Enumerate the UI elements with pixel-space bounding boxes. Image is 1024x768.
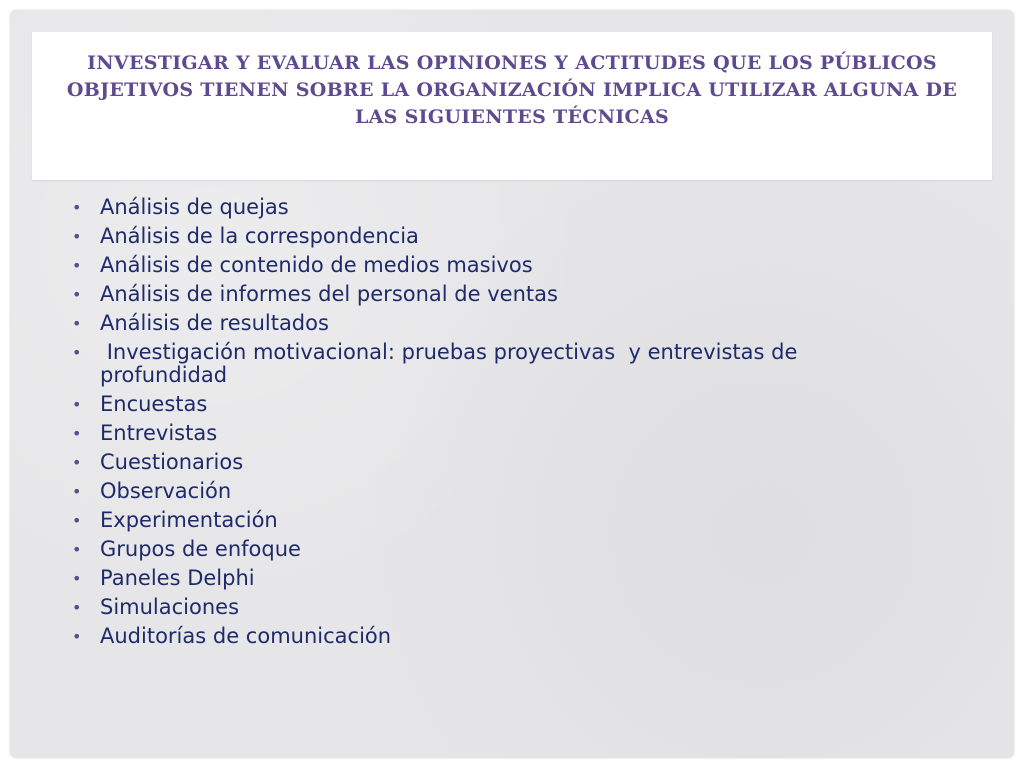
list-item [70,254,900,277]
bullet-icon: • [72,453,82,472]
list-item-text: Investigación motivacional: pruebas proyectivas y entrevistas de profundidad [100,340,805,387]
list-item-text: Simulaciones [100,595,240,619]
list-item [70,196,900,219]
list-item [70,225,900,248]
list-item [70,567,900,590]
bullet-icon: • [72,424,82,443]
bullet-icon: • [72,395,82,414]
list-item [70,538,900,561]
technique-list [70,196,900,654]
list-item [70,509,900,532]
bullet-icon: • [72,627,82,646]
bullet-icon: • [72,256,82,275]
bullet-icon: • [72,540,82,559]
list-item-text: Experimentación [100,508,278,532]
bullet-icon: • [72,314,82,333]
list-item [70,312,900,335]
list-item-text: Paneles Delphi [100,566,255,590]
bullet-icon: • [72,511,82,530]
list-item-text: Encuestas [100,392,208,416]
list-item [70,422,900,445]
bullet-icon: • [72,598,82,617]
list-item-text: Análisis de la correspondencia [100,224,419,248]
bullet-icon: • [72,227,82,246]
list-item [70,393,900,416]
title-box [32,32,992,180]
bullet-icon: • [72,343,82,362]
list-item-text: Análisis de resultados [100,311,329,335]
list-item-text: Análisis de informes del personal de ventas [100,282,558,306]
list-item-text: Auditorías de comunicación [100,624,392,648]
bullet-icon: • [72,569,82,588]
list-item-text: Entrevistas [100,421,218,445]
list-item [70,596,900,619]
list-item [70,341,900,387]
slide [10,10,1014,758]
list-item-text: Observación [100,479,232,503]
list-item-text: Cuestionarios [100,450,244,474]
list-item-text: Análisis de quejas [100,195,289,219]
slide-title: INVESTIGAR Y EVALUAR LAS OPINIONES Y ACTITUDES QUE LOS PÚBLICOS OBJETIVOS TIENEN SOBRE LA ORGANIZACIÓN IMPLICA UTILIZAR ALGUNA DE LAS SIGUIENTES TÉCNICAS [66,52,958,128]
list-item-text: Grupos de enfoque [100,537,301,561]
list-item [70,480,900,503]
list-item-text: Análisis de contenido de medios masivos [100,253,533,277]
list-item [70,625,900,648]
list-item [70,451,900,474]
bullet-icon: • [72,198,82,217]
list-item [70,283,900,306]
bullet-icon: • [72,285,82,304]
bullet-icon: • [72,482,82,501]
